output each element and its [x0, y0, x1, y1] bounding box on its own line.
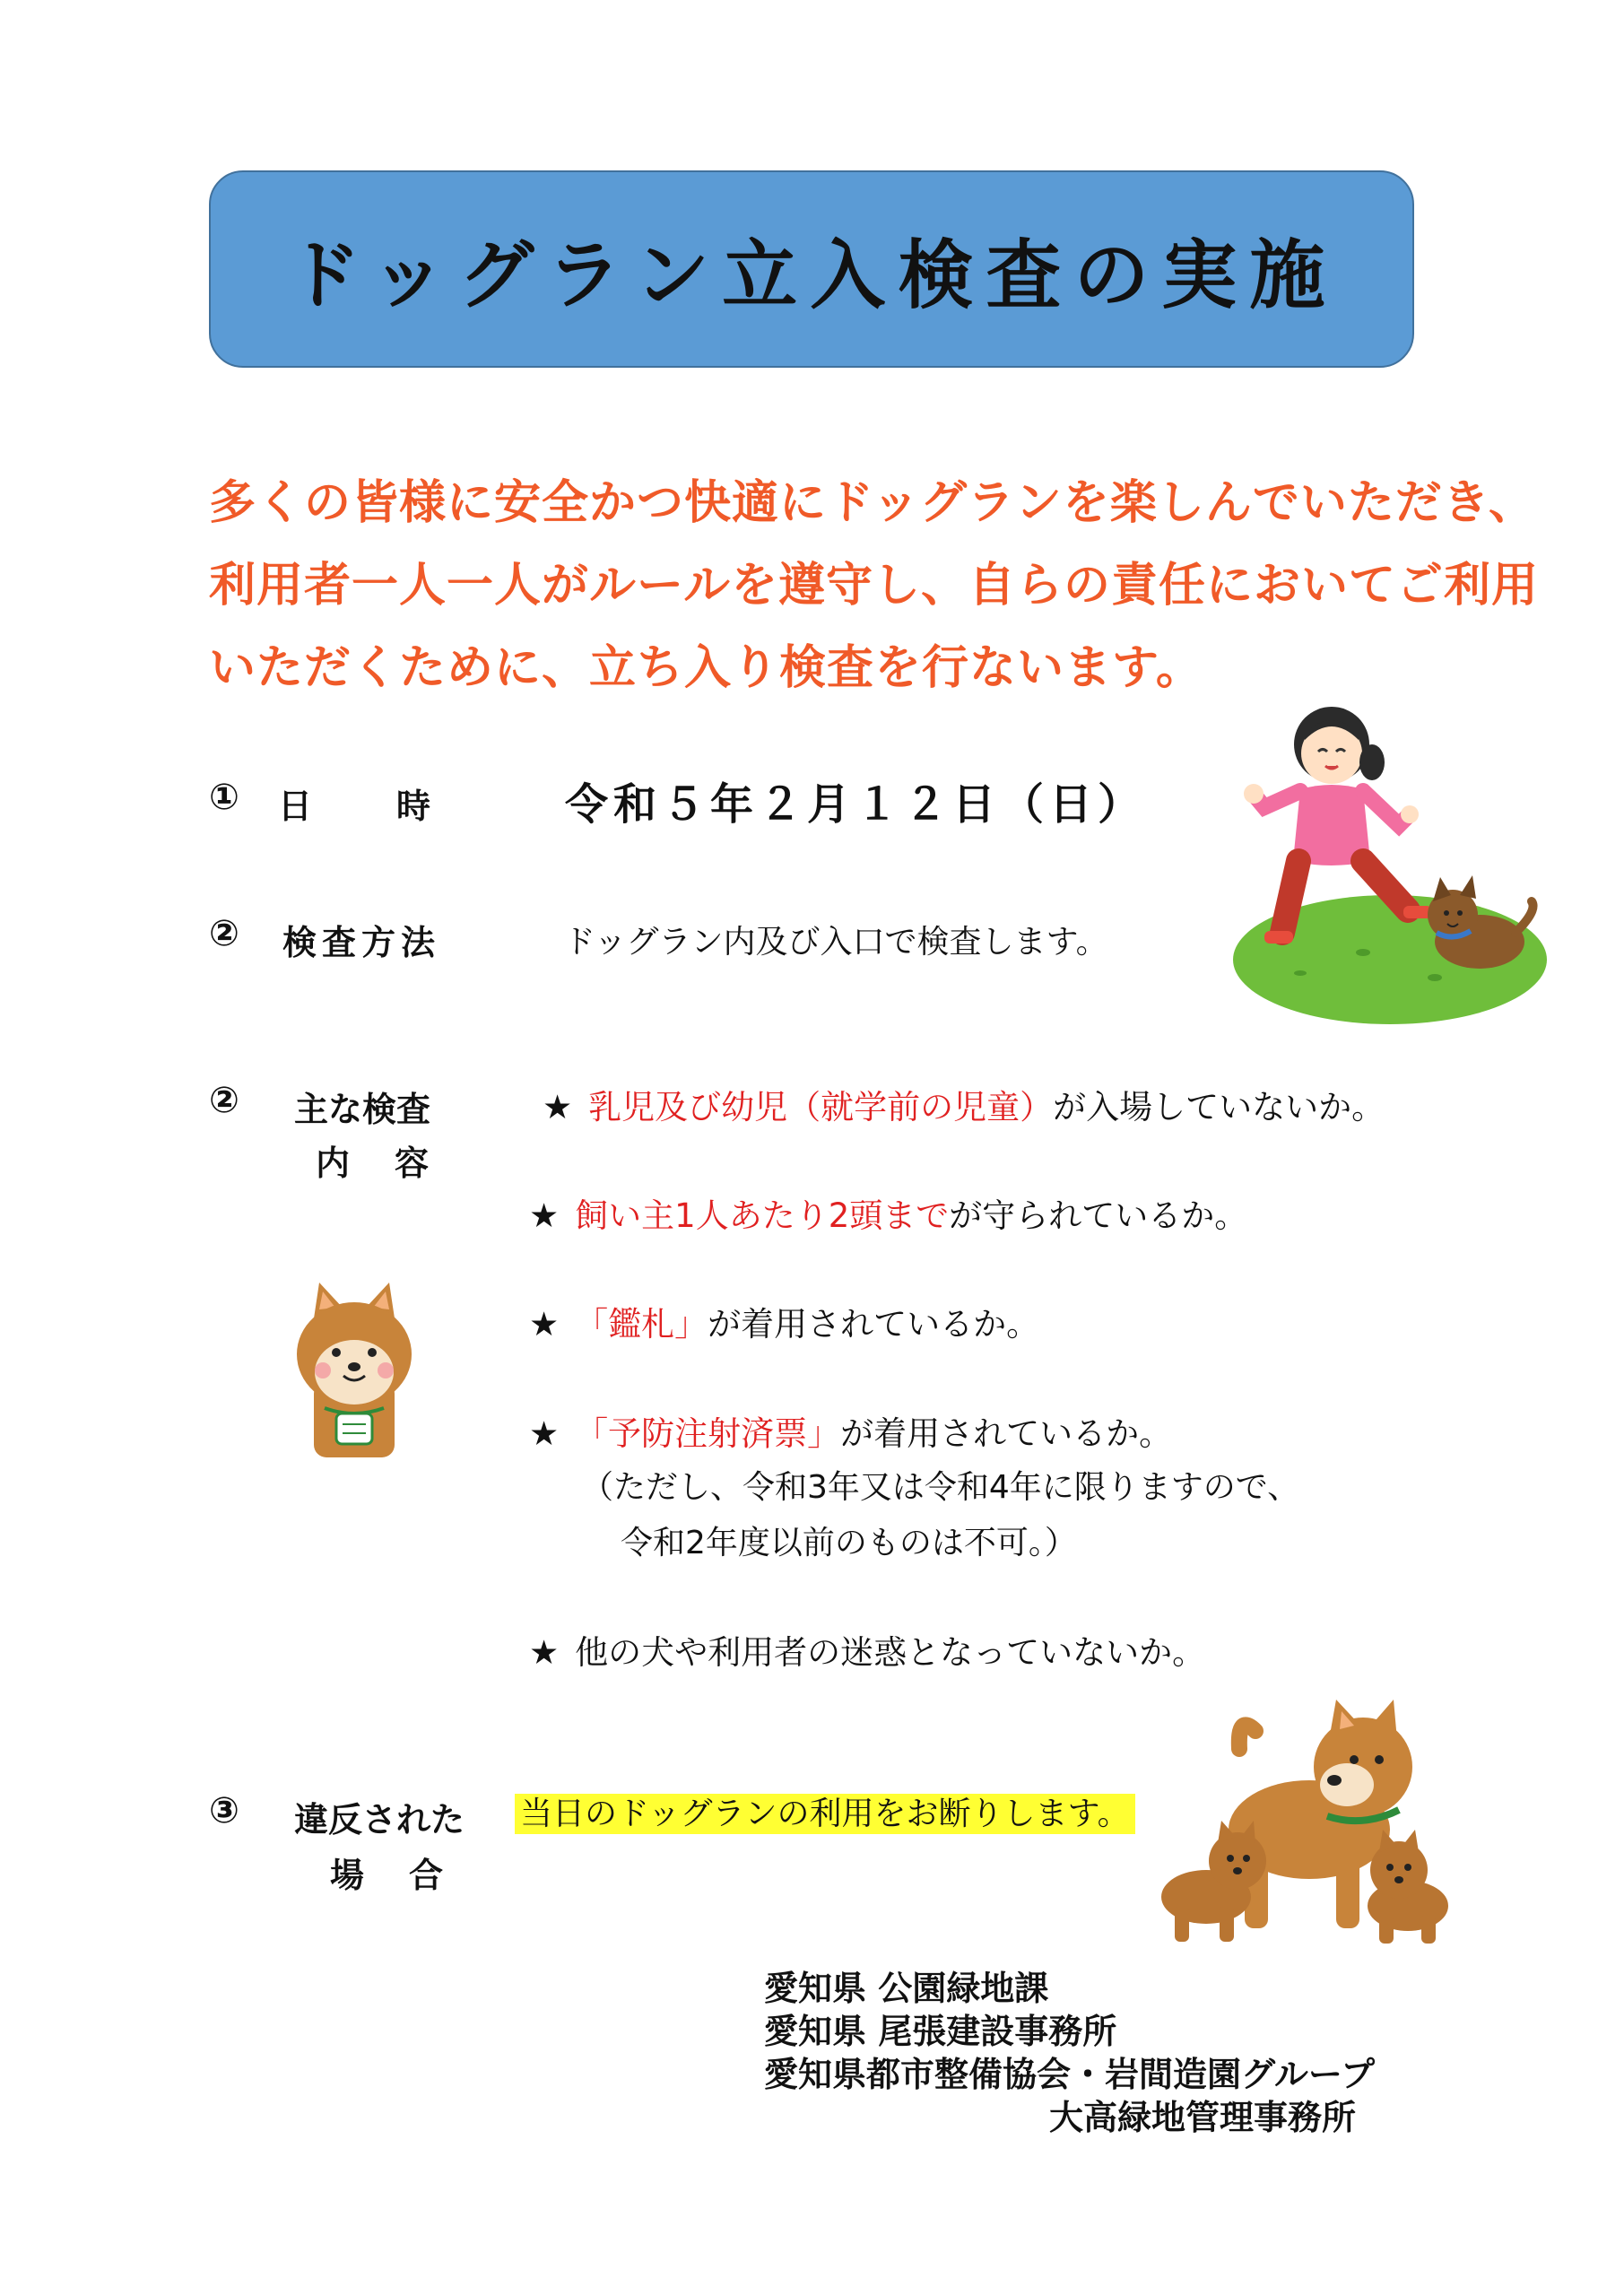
star-icon: ★	[529, 1414, 560, 1453]
check-item-nuisance	[529, 1625, 1205, 1674]
page-title: ドッグラン立入検査の実施	[285, 230, 1338, 319]
section-violation-value	[515, 1788, 1135, 1834]
vaccination-note-line-1: （ただし、令和3年又は令和4年に限りますので、	[581, 1469, 1300, 1506]
star-icon: ★	[543, 1088, 573, 1126]
intro-line-3: いただくために、立ち入り検査を行ないます。	[209, 641, 1203, 695]
check-item-text: が入場していないか。	[1053, 1088, 1385, 1126]
org-line-2: 愛知県 尾張建設事務所	[764, 2012, 1117, 2051]
shiba-dog-with-tag-illustration	[287, 1283, 421, 1462]
intro-line-2: 利用者一人一人がルールを遵守し、自らの責任においてご利用	[209, 559, 1539, 613]
section-method-label: 検査方法	[282, 923, 441, 962]
section-date-value: 令和５年２月１２日（日）	[565, 779, 1147, 830]
star-icon: ★	[529, 1196, 560, 1235]
section-method-value: ドッグラン内及び入口で検査します。	[563, 924, 1108, 961]
section-violation-label-1: 違反された	[294, 1800, 465, 1839]
org-line-4: 大高緑地管理事務所	[1049, 2098, 1357, 2137]
check-item-text: が守られているか。	[949, 1196, 1248, 1235]
vaccination-note-line-2: 令和2年度以前のものは不可。）	[621, 1525, 1077, 1561]
woman-running-with-dog-illustration	[1229, 691, 1551, 1031]
org-line-1: 愛知県 公園緑地課	[764, 1969, 1049, 2008]
check-item-text: が着用されているか。	[708, 1305, 1040, 1344]
check-item-emphasis: 飼い主1人あたり2頭まで	[575, 1196, 950, 1235]
intro-line-1: 多くの皆様に安全かつ快適にドッグランを楽しんでいただき、	[209, 476, 1536, 530]
section-contents-label-2: 内 容	[316, 1144, 435, 1183]
check-item-license-tag	[529, 1297, 1039, 1345]
check-item-vaccination-tag	[529, 1406, 1172, 1455]
check-item-infants	[543, 1080, 1385, 1128]
section-contents-label-1: 主な検査	[294, 1090, 431, 1129]
section-date-label: 日 時	[278, 787, 437, 826]
section-violation-label-2: 場 合	[330, 1856, 449, 1895]
check-item-emphasis: 「予防注射済票」	[575, 1414, 841, 1453]
section-date-number: ①	[209, 777, 239, 818]
dog-family-illustration	[1139, 1695, 1462, 1946]
check-item-text: 他の犬や利用者の迷惑となっていないか。	[575, 1633, 1206, 1672]
section-method-number: ②	[209, 913, 239, 954]
check-item-text: が着用されているか。	[840, 1414, 1173, 1453]
violation-highlight: 当日のドッグランの利用をお断りします。	[515, 1794, 1135, 1834]
section-violation-number: ③	[209, 1790, 239, 1831]
star-icon: ★	[529, 1305, 560, 1344]
star-icon: ★	[529, 1633, 560, 1672]
title-banner	[209, 170, 1414, 368]
section-contents-number: ②	[209, 1080, 239, 1121]
check-item-dog-limit	[529, 1188, 1247, 1237]
check-item-emphasis: 「鑑札」	[575, 1305, 708, 1344]
check-item-emphasis: 乳児及び幼児（就学前の児童）	[588, 1088, 1054, 1126]
org-line-3: 愛知県都市整備協会・岩間造園グループ	[764, 2055, 1375, 2094]
